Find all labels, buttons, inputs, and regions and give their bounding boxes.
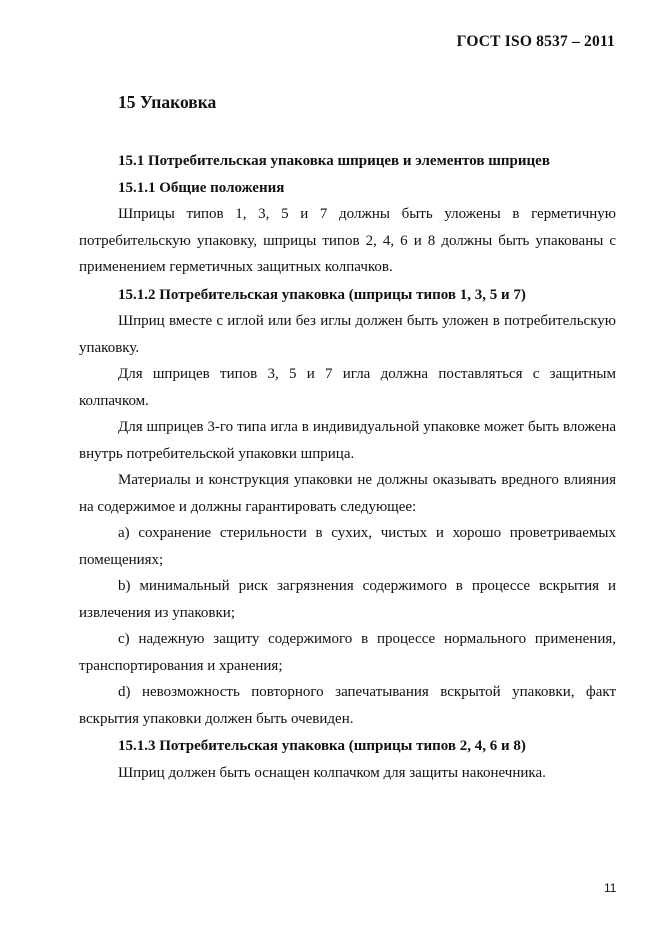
paragraph: Для шприцев 3-го типа игла в индивидуальной упаковке может быть вложена внутрь потребительской упаковки шприца. — [79, 419, 616, 462]
paragraph: Шприц вместе с иглой или без иглы должен быть уложен в потребительскую упаковку. — [79, 313, 616, 356]
section-title: 15 Упаковка — [118, 92, 217, 112]
document-body — [79, 148, 616, 786]
paragraph: Шприцы типов 1, 3, 5 и 7 должны быть уложены в герметичную потребительскую упаковку, шприцы типов 2, 4, 6 и 8 должны быть упакованы с применением герметичных защитных колпачков. — [79, 206, 616, 275]
subsection-heading-15-1-3: 15.1.3 Потребительская упаковка (шприцы типов 2, 4, 6 и 8) — [118, 738, 526, 754]
list-item: c) надежную защиту содержимого в процессе нормального применения, транспортирования и хранения; — [79, 631, 616, 674]
subsection-heading-15-1-1: 15.1.1 Общие положения — [118, 179, 285, 196]
paragraph: Для шприцев типов 3, 5 и 7 игла должна поставляться с защитным колпачком. — [79, 366, 616, 409]
list-item: d) невозможность повторного запечатывания вскрытой упаковки, факт вскрытия упаковки должен быть очевиден. — [79, 684, 616, 727]
list-item: a) сохранение стерильности в сухих, чистых и хорошо проветриваемых помещениях; — [79, 525, 616, 568]
document-header: ГОСТ ISO 8537 – 2011 — [456, 33, 615, 50]
paragraph: Материалы и конструкция упаковки не должны оказывать вредного влияния на содержимое и должны гарантировать следующее: — [79, 472, 616, 515]
page-number: 11 — [604, 881, 617, 895]
subsection-heading-15-1-2: 15.1.2 Потребительская упаковка (шприцы типов 1, 3, 5 и 7) — [118, 286, 526, 303]
subsection-heading-15-1: 15.1 Потребительская упаковка шприцев и элементов шприцев — [118, 153, 550, 169]
paragraph: Шприц должен быть оснащен колпачком для защиты наконечника. — [118, 764, 546, 781]
list-item: b) минимальный риск загрязнения содержимого в процессе вскрытия и извлечения из упаковки; — [79, 578, 616, 621]
